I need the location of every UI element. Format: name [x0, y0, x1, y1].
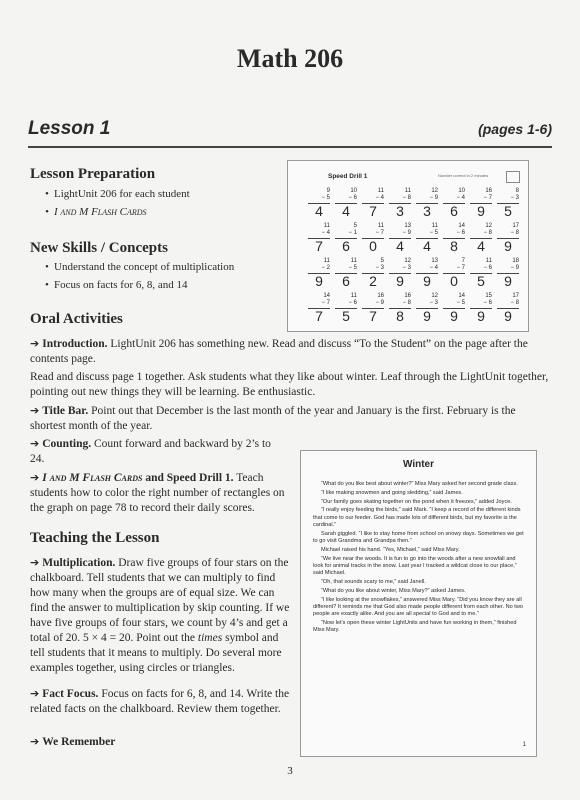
drill-top-number: 11	[377, 223, 384, 229]
drill-top-number: 7	[461, 258, 465, 264]
winter-title: Winter	[402, 459, 435, 470]
drill-top-number: 11	[404, 188, 411, 194]
drill-problem	[443, 223, 465, 253]
we-remember-paragraph: ➔ We Remember	[30, 735, 116, 748]
arrow-icon: ➔	[30, 337, 40, 350]
drill-subtrahend: − 6	[348, 195, 357, 201]
drill-problem	[470, 223, 492, 253]
drill-answer: 5	[342, 308, 350, 324]
drill-subtrahend: − 3	[375, 265, 384, 271]
drill-top-number: 18	[512, 258, 519, 264]
drill-subtrahend: − 8	[483, 230, 492, 236]
drill-problem	[362, 258, 384, 288]
drill-answer: 9	[450, 308, 458, 324]
drill-top-number: 12	[431, 293, 438, 299]
drill-problem	[389, 223, 411, 253]
drill-top-number: 16	[485, 188, 492, 194]
drill-answer: 4	[423, 238, 431, 254]
winter-page-number: 1	[522, 742, 526, 748]
introduction-paragraph: ➔ Introduction. LightUnit 206 has something new. Read and discuss “To the Student” on the page after the contents page.	[30, 337, 528, 365]
drill-top-number: 11	[485, 258, 492, 264]
winter-paragraph: “What do you like about winter, Miss Mary?” asked James.	[321, 587, 466, 594]
drill-answer: 3	[396, 203, 404, 219]
drill-answer: 5	[504, 203, 512, 219]
drill-answer: 8	[450, 238, 458, 254]
winter-paragraph: “What do you like best about winter?” Miss Mary asked her second grade class.	[321, 481, 518, 487]
winter-paragraph: “Now let’s open these winter LightUnits and have fun working in them,” finished Miss Mary.	[313, 620, 517, 634]
drill-subtrahend: − 6	[483, 300, 492, 306]
drill-top-number: 15	[485, 293, 492, 299]
drill-subtrahend: − 6	[456, 230, 465, 236]
drill-subtrahend: − 5	[321, 195, 330, 201]
drill-problem	[416, 188, 438, 218]
drill-problem	[470, 293, 492, 323]
drill-top-number: 5	[380, 258, 384, 264]
drill-answer: 7	[315, 308, 323, 324]
drill-top-number: 13	[431, 258, 438, 264]
drill-problem	[470, 258, 492, 288]
winter-paragraph: Michael raised his hand. “Yes, Michael,” said Miss Mary.	[321, 546, 460, 553]
drill-top-number: 12	[404, 258, 411, 264]
drill-subtrahend: − 7	[321, 300, 330, 306]
speed-drill-title: Speed Drill 1	[328, 173, 368, 180]
drill-top-number: 11	[323, 258, 330, 264]
lesson-pages: (pages 1-6)	[478, 121, 552, 137]
drill-top-number: 11	[350, 258, 357, 264]
drill-subtrahend: − 8	[402, 195, 411, 201]
arrow-icon: ➔	[30, 687, 40, 700]
drill-top-number: 10	[458, 188, 465, 194]
drill-answer: 0	[369, 238, 377, 254]
speed-drill-note: Number correct in 2 minutes	[438, 173, 489, 178]
winter-paragraph: “Our family goes skating together on the pond when it freezes,” added Joyce.	[321, 498, 512, 505]
drill-subtrahend: − 7	[483, 195, 492, 201]
drill-answer: 4	[477, 238, 485, 254]
counting-paragraph: ➔ Counting. Count forward and backward by 2’s to 24.	[30, 437, 271, 465]
drill-answer: 9	[504, 273, 512, 289]
winter-paragraph: “We live near the woods. It is fun to go into the woods after a new snowfall and look for animal tracks in the snow. Last year I tracked a wildcat close to our place,” said Michael.	[313, 555, 517, 577]
drill-problem	[443, 188, 465, 218]
drill-subtrahend: − 1	[348, 230, 357, 236]
new-skills-heading: New Skills / Concepts	[30, 240, 168, 256]
drill-problem	[335, 188, 357, 218]
page-number: 3	[287, 765, 293, 777]
drill-problem	[416, 293, 438, 323]
arrow-icon: ➔	[30, 556, 40, 569]
drill-subtrahend: − 4	[375, 195, 384, 201]
drill-subtrahend: − 8	[510, 300, 519, 306]
drill-problem	[497, 223, 519, 253]
drill-problem	[389, 188, 411, 218]
drill-answer: 5	[477, 273, 485, 289]
arrow-icon: ➔	[30, 404, 40, 417]
drill-top-number: 17	[512, 293, 519, 299]
winter-paragraph: Sarah giggled. “I like to stay home from school on snowy days. Sometimes we get to go visit Grandma and Grandpa then.”	[313, 530, 524, 545]
drill-answer: 4	[315, 203, 323, 219]
drill-answer: 9	[477, 308, 485, 324]
drill-answer: 4	[342, 203, 350, 219]
lesson-name: Lesson 1	[28, 118, 111, 139]
drill-problem	[416, 258, 438, 288]
drill-answer: 9	[423, 308, 431, 324]
drill-subtrahend: − 9	[429, 195, 438, 201]
drill-top-number: 13	[404, 223, 411, 229]
prep-item: • I and M Flash Cards	[54, 206, 147, 218]
teaching-heading: Teaching the Lesson	[30, 530, 160, 546]
drill-answer: 9	[315, 273, 323, 289]
winter-story-body	[313, 481, 526, 636]
multiplication-paragraph: ➔ Multiplication. Draw five groups of four stars on the chalkboard. Tell students that we can multiply to find how many when the groups are of equal size. We can find the answer to multiplication by skip counting. If we have five groups of four stars, we count by 4’s and get a total of 20. 5 × 4 = 20. Point out the times symbol and tell students that it means to multiply. Do several more examples together, using circles or triangles.	[30, 556, 290, 674]
drill-answer: 2	[369, 273, 377, 289]
drill-top-number: 10	[350, 188, 357, 194]
drill-answer: 8	[396, 308, 404, 324]
drill-subtrahend: − 3	[402, 265, 411, 271]
drill-subtrahend: − 3	[510, 195, 519, 201]
drill-top-number: 16	[404, 293, 411, 299]
drill-top-number: 8	[515, 188, 519, 194]
drill-answer: 7	[369, 203, 377, 219]
drill-answer: 9	[504, 238, 512, 254]
drill-subtrahend: − 6	[483, 265, 492, 271]
drill-problem	[362, 188, 384, 218]
drill-problem	[308, 293, 330, 323]
drill-answer: 0	[450, 273, 458, 289]
drill-answer: 6	[342, 273, 350, 289]
drill-subtrahend: − 7	[456, 265, 465, 271]
winter-story-image	[300, 450, 537, 757]
lesson-header	[28, 118, 552, 148]
drill-top-number: 5	[353, 223, 357, 229]
winter-paragraph: “Oh, that sounds scary to me,” said Janell.	[321, 579, 426, 586]
drill-top-number: 17	[512, 223, 519, 229]
drill-problem	[335, 223, 357, 253]
drill-answer: 4	[396, 238, 404, 254]
drill-problem	[443, 258, 465, 288]
drill-subtrahend: − 9	[402, 230, 411, 236]
drill-subtrahend: − 8	[402, 300, 411, 306]
drill-top-number: 14	[458, 293, 465, 299]
drill-subtrahend: − 9	[375, 300, 384, 306]
drill-answer: 9	[477, 203, 485, 219]
drill-top-number: 14	[323, 293, 330, 299]
drill-problem	[497, 188, 519, 218]
drill-problem	[308, 188, 330, 218]
drill-answer: 6	[342, 238, 350, 254]
drill-subtrahend: − 4	[321, 230, 330, 236]
drill-problem	[470, 188, 492, 218]
drill-top-number: 11	[350, 293, 357, 299]
lesson-preparation-heading: Lesson Preparation	[30, 166, 156, 182]
drill-problem	[308, 258, 330, 288]
drill-top-number: 14	[458, 223, 465, 229]
score-box	[506, 171, 520, 183]
drill-problem	[497, 258, 519, 288]
drill-top-number: 11	[431, 223, 438, 229]
drill-subtrahend: − 4	[456, 195, 465, 201]
drill-top-number: 16	[377, 293, 384, 299]
drill-answer: 3	[423, 203, 431, 219]
drill-problem	[389, 258, 411, 288]
drill-subtrahend: − 7	[375, 230, 384, 236]
arrow-icon: ➔	[30, 735, 40, 748]
drill-subtrahend: − 8	[510, 230, 519, 236]
drill-answer: 6	[450, 203, 458, 219]
drill-problem	[416, 223, 438, 253]
drill-top-number: 11	[377, 188, 384, 194]
drill-answer: 7	[369, 308, 377, 324]
drill-subtrahend: − 9	[510, 265, 519, 271]
flash-cards-paragraph: ➔ I and M Flash Cards and Speed Drill 1. Teach students how to color the right number of rectangles on the graph on page 78 to record their daily scores.	[30, 471, 285, 514]
drill-problem	[362, 293, 384, 323]
drill-answer: 9	[396, 273, 404, 289]
drill-problem	[308, 223, 330, 253]
drill-answer: 9	[504, 308, 512, 324]
arrow-icon: ➔	[30, 437, 40, 450]
prep-item: • LightUnit 206 for each student	[54, 188, 190, 200]
skills-item: • Understand the concept of multiplication	[54, 261, 234, 273]
drill-subtrahend: − 2	[321, 265, 330, 271]
page-title: Math 206	[236, 44, 344, 73]
drill-subtrahend: − 3	[429, 300, 438, 306]
drill-problem	[362, 223, 384, 253]
drill-subtrahend: − 5	[456, 300, 465, 306]
drill-top-number: 12	[485, 223, 492, 229]
oral-activities-heading: Oral Activities	[30, 311, 123, 327]
speed-drill-image	[287, 160, 529, 332]
drill-top-number: 11	[323, 223, 330, 229]
read-discuss-paragraph: Read and discuss page 1 together. Ask students what they like about winter. Leaf through the LightUnit together, pointing out new things they will be learning. Be enthusiastic.	[30, 371, 549, 398]
title-bar-paragraph: ➔ Title Bar. Point out that December is the last month of the year and January is the first. February is the shortest month of the year.	[30, 404, 516, 432]
drill-top-number: 9	[326, 188, 330, 194]
drill-subtrahend: − 6	[348, 300, 357, 306]
drill-top-number: 12	[431, 188, 438, 194]
skills-item: • Focus on facts for 6, 8, and 14	[54, 279, 188, 291]
winter-paragraph: “I like making snowmen and going sledding,” said James.	[321, 489, 463, 496]
winter-paragraph: “I like looking at the snowflakes,” answered Miss Mary. “Did you know they are all different? It reminds me that God also made people different from each other. No two people are exactly alike. And you are all special to God and to me.”	[313, 596, 523, 618]
drill-subtrahend: − 4	[429, 265, 438, 271]
drill-answer: 7	[315, 238, 323, 254]
drill-problem	[389, 293, 411, 323]
drill-subtrahend: − 5	[348, 265, 357, 271]
drill-problem	[335, 258, 357, 288]
drill-answer: 9	[423, 273, 431, 289]
drill-problem	[497, 293, 519, 323]
drill-subtrahend: − 5	[429, 230, 438, 236]
drill-problem	[443, 293, 465, 323]
arrow-icon: ➔	[30, 471, 40, 484]
winter-paragraph: “I really enjoy feeding the birds,” said Mark. “I keep a record of the different kinds that come to our feeder. God has made lots of different birds, but my favorite is the cardinal.”	[313, 507, 521, 528]
fact-focus-paragraph: ➔ Fact Focus. Focus on facts for 6, 8, and 14. Write the related facts on the chalkboard. Review them together.	[30, 687, 290, 715]
drill-problem	[335, 293, 357, 323]
